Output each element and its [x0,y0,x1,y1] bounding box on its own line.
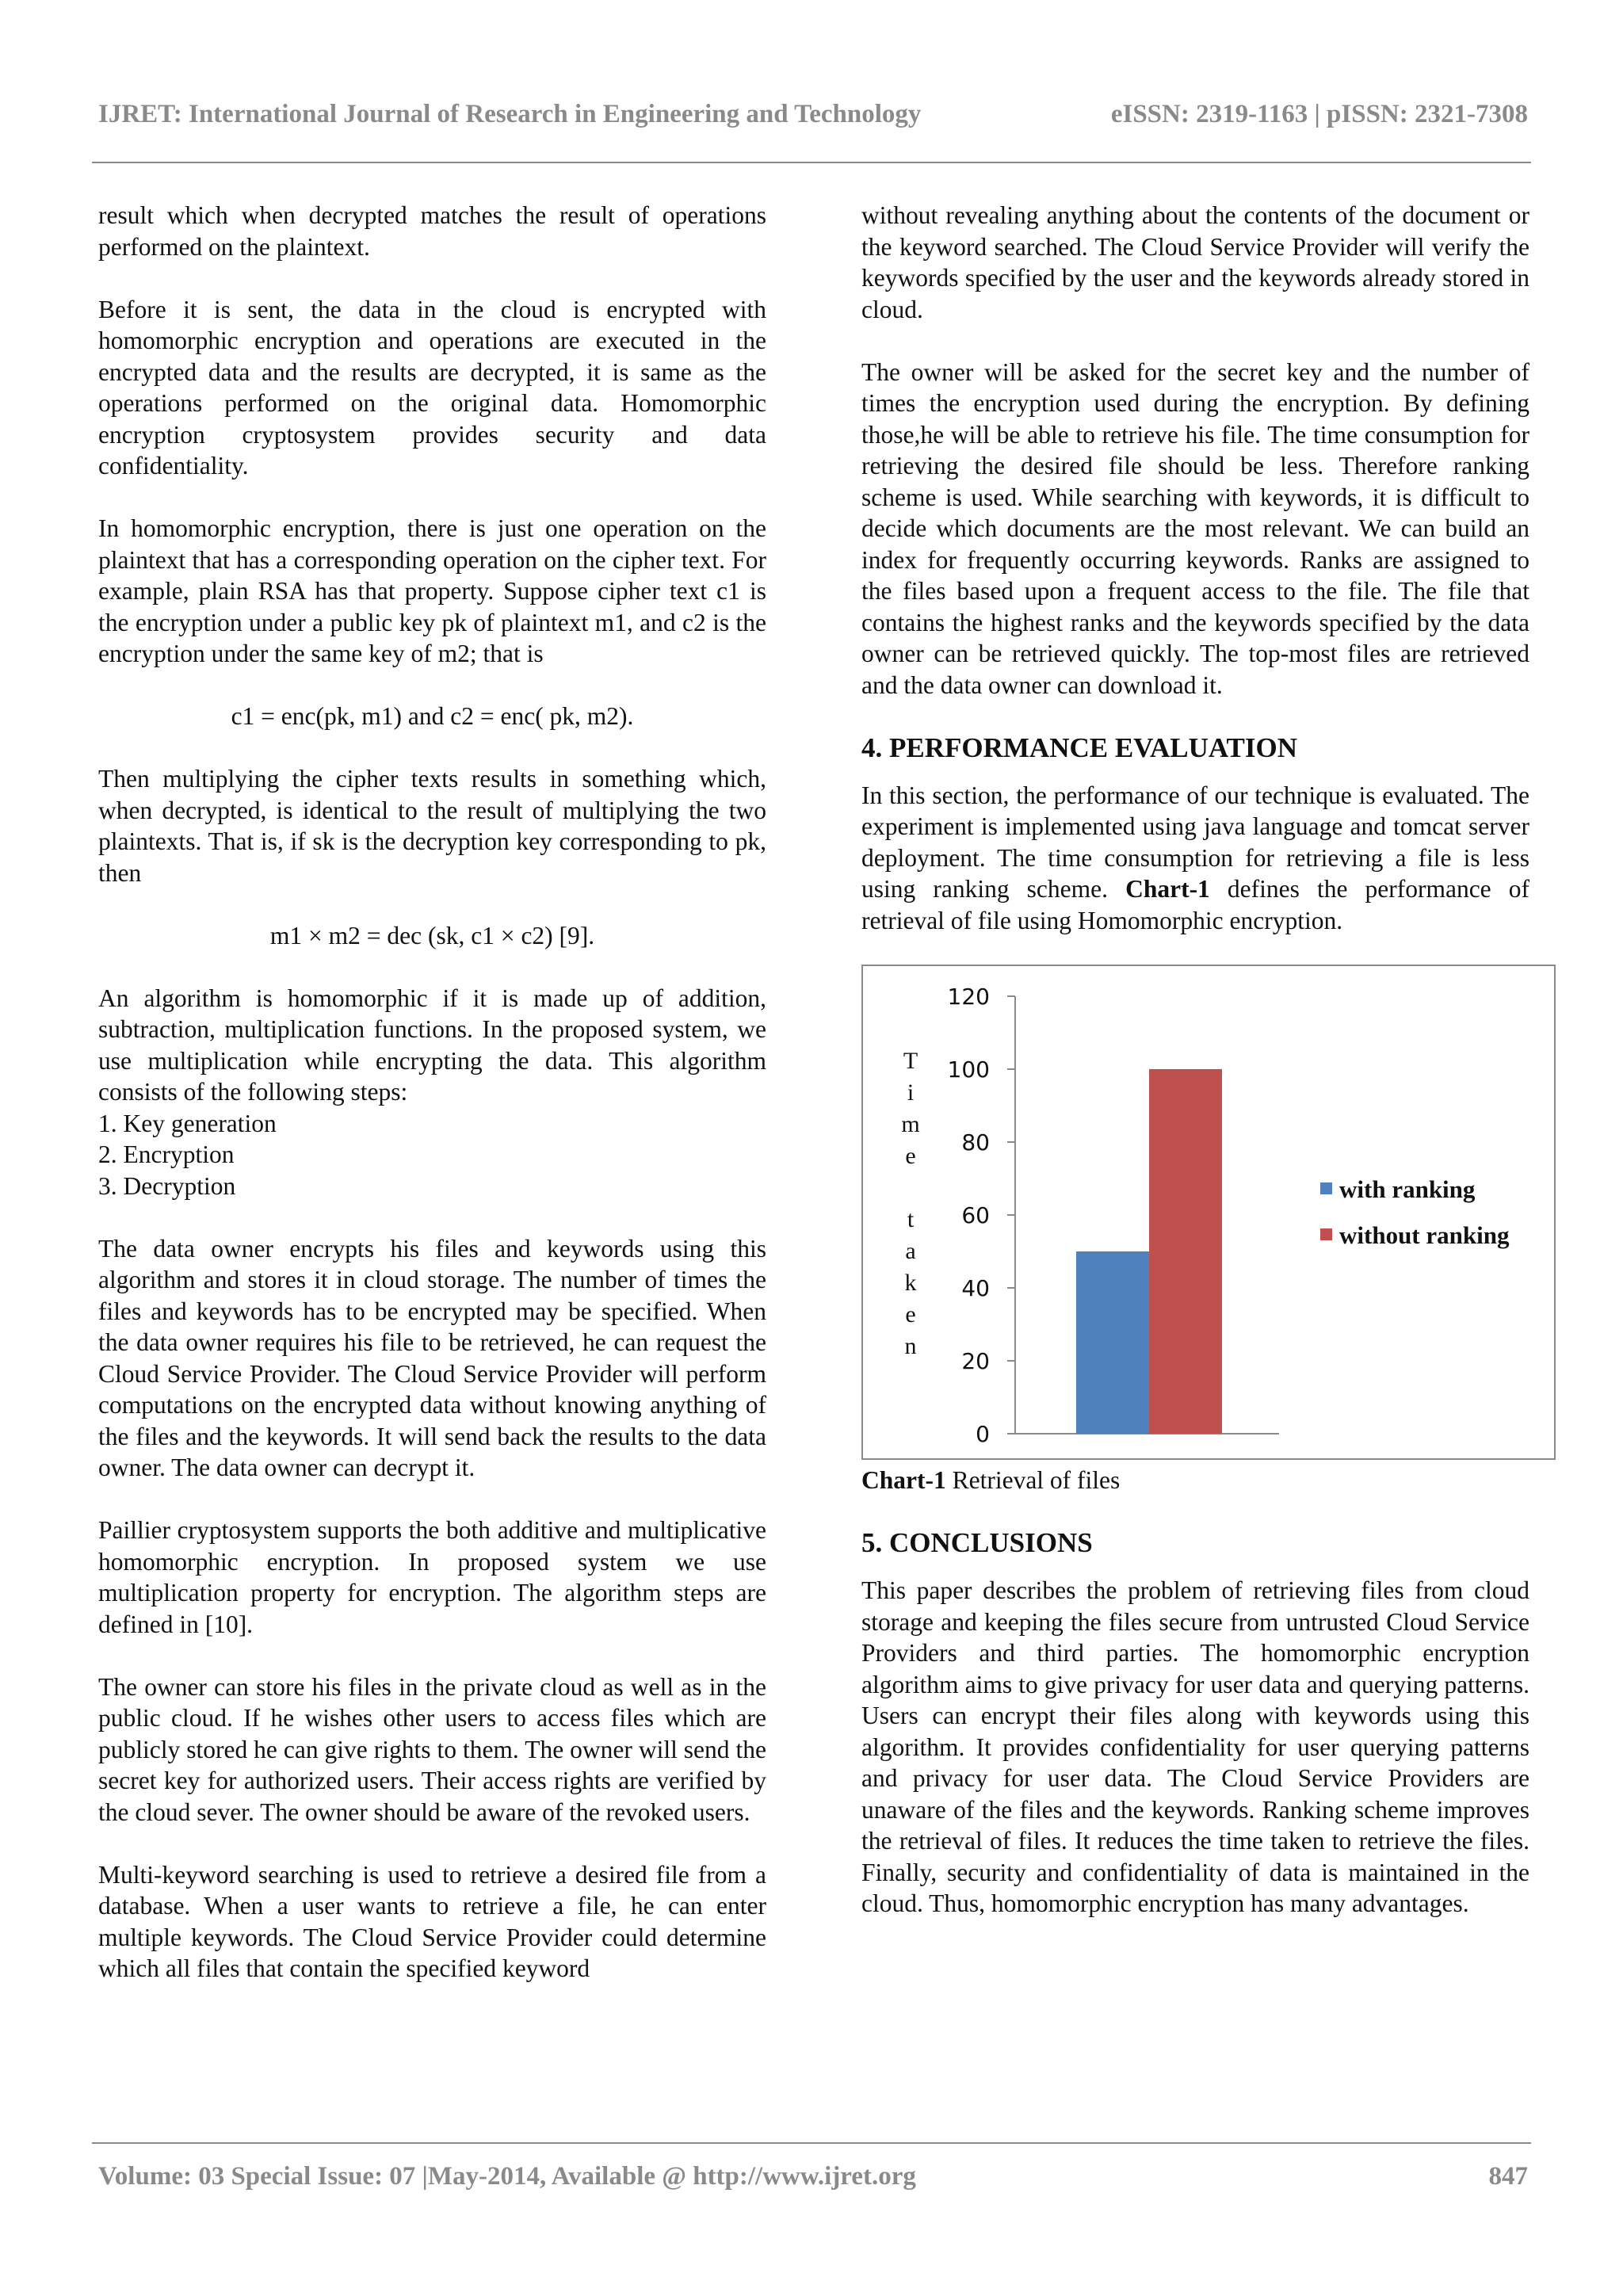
page-footer [98,2162,1528,2202]
text-run: defines the performance of retrieval of file using Homomorphic encryption. [861,875,1529,934]
paragraph: Multi-keyword searching is used to retrieve a desired file from a database. When a user wants to retrieve a file, he can enter multiple keywords. The Cloud Service Provider could determine which all files that contain the specified keyword [98,1860,766,1982]
y-axis-label-letter [901,1172,920,1204]
legend-label: with ranking [1339,1175,1476,1203]
bar-with-ranking [1076,1251,1149,1434]
bar-chart [861,965,1556,1460]
y-tick-label: 0 [976,1421,990,1447]
y-tick-label: 120 [947,984,990,1010]
y-axis-label-letter: n [904,1333,917,1359]
issn: eISSN: 2319-1163 | pISSN: 2321-7308 [1110,100,1528,128]
legend-entry [1320,1174,1509,1220]
paragraph: Before it is sent, the data in the cloud is encrypted with homomorphic encryption and operations are executed in the encrypted data and the results are decrypted, it is same as the operations performed on the original data. Homomorphic encryption cryptosystem provides security and data confidentiality. [98,295,766,479]
volume-info: Volume: 03 Special Issue: 07 |May-2014, Available @ http://www.ijret.org [98,2162,916,2191]
journal-title: IJRET: International Journal of Research in Engineering and Technology [98,100,922,128]
footer-divider [92,2142,1531,2144]
caption-text: Retrieval of files [945,1466,1121,1494]
y-tick-label: 60 [961,1202,990,1228]
paragraph: The data owner encrypts his files and keywords using this algorithm and stores it in cloud storage. The number of times the files and keywords has to be encrypted may be specified. When the data owner requires his file to be retrieved, he can request the Cloud Service Provider. The Cloud Service Provider will perform computations on the encrypted data without knowing anything of the files and the keywords. It will send back the results to the data owner. The data owner can decrypt it. [98,1234,766,1481]
paragraph: In homomorphic encryption, there is just one operation on the plaintext that has a corresponding operation on the cipher text. For example, plain RSA has that property. Suppose cipher text c1 is the encryption under a public key pk of plaintext m1, and c2 is the encryption under the same key of m2; that is [98,514,766,667]
y-axis-label-letter: k [904,1270,917,1296]
legend-swatch [1320,1228,1332,1240]
chart-reference: Chart-1 [1125,875,1210,903]
list-item: 3. Decryption [98,1171,236,1200]
chart-caption [861,1465,1529,1496]
y-axis-label-letter: i [907,1079,915,1106]
y-tick-label: 100 [947,1056,990,1083]
y-axis-label-letter: a [905,1238,916,1264]
legend-swatch [1320,1182,1332,1194]
legend-label: without ranking [1339,1221,1510,1249]
paragraph: Then multiplying the cipher texts results in something which, when decrypted, is identical to the result of multiplying the two plaintexts. That is, if sk is the decryption key corresponding to pk, then [98,765,766,887]
right-column [861,200,1529,1950]
page-header [98,94,1528,133]
y-axis-label-letter: m [901,1111,920,1137]
y-axis-label-letter: t [907,1206,915,1232]
paragraph: An algorithm is homomorphic if it is made up of addition, subtraction, multiplication functions. In the proposed system, we use multiplication while encrypting the data. This algorithm consists of the following steps: [98,984,766,1106]
y-axis-label-letter: e [905,1301,916,1328]
bar-without-ranking [1149,1069,1222,1434]
paragraph: The owner can store his files in the private cloud as well as in the public cloud. If he wishes other users to access files which are publicly stored he can give rights to them. The owner will send the secret key for authorized users. Their access rights are verified by the cloud sever. The owner should be aware of the revoked users. [98,1672,766,1826]
text-run: In this section, the performance of our technique is evaluated. The experiment is implemented using java language and tomcat server deployment. The time consumption for retrieving a file is less using ranking scheme. [861,781,1529,903]
paragraph: result which when decrypted matches the result of operations performed on the plaintext. [98,201,766,261]
equation-1: c1 = enc(pk, m1) and c2 = enc( pk, m2). [231,702,634,730]
paragraph: without revealing anything about the contents of the document or the keyword searched. The Cloud Service Provider will verify the keywords specified by the user and the keywords already stored in cloud. [861,201,1529,323]
equation-2: m1 × m2 = dec (sk, c1 × c2) [9]. [269,921,595,949]
y-axis-label-letter: T [903,1048,918,1074]
caption-label: Chart-1 [861,1466,946,1494]
page-number: 847 [1488,2162,1528,2191]
paragraph: The owner will be asked for the secret key and the number of times the encryption used during the encryption. By defining those,he will be able to retrieve his file. The time consumption for retrieving the desired file should be less. Therefore ranking scheme is used. While searching with keywords, it is difficult to decide which documents are the most relevant. We can build an index for frequently occurring keywords. Ranks are assigned to the files based upon a frequent access to the file. The file that contains the highest ranks and the keywords specified by the data owner can be retrieved quickly. The top-most files are retrieved and the data owner can download it. [861,357,1529,699]
legend-entry [1320,1220,1509,1266]
y-tick-label: 40 [961,1275,990,1301]
paragraph: This paper describes the problem of retrieving files from cloud storage and keeping the files secure from untrusted Cloud Service Providers and third parties. The homomorphic encryption algorithm aims to give privacy for user data and querying patterns. Users can encrypt their files along with keywords using this algorithm. It provides confidentiality for user querying patterns and privacy for user data. The Cloud Service Providers are unaware of the files and the keywords. Ranking scheme improves the retrieval of files. It reduces the time taken to retrieve the files. Finally, security and confidentiality of data is maintained in the cloud. Thus, homomorphic encryption has many advantages. [861,1576,1529,1917]
section-heading-conclusions: 5. CONCLUSIONS [861,1527,1093,1558]
y-axis-label-letter: e [905,1143,916,1169]
y-tick-label: 80 [961,1129,990,1156]
paragraph [861,780,1529,937]
algorithm-steps [98,1108,766,1202]
list-item: 2. Encryption [98,1140,235,1168]
section-heading-performance: 4. PERFORMANCE EVALUATION [861,732,1297,763]
header-divider [92,162,1531,163]
y-tick-label: 20 [961,1348,990,1374]
left-column [98,200,766,2015]
chart-legend [1320,1174,1509,1266]
list-item: 1. Key generation [98,1109,277,1137]
paragraph: Paillier cryptosystem supports the both additive and multiplicative homomorphic encryption. In proposed system we use multiplication property for encryption. The algorithm steps are defined in [10]. [98,1516,766,1638]
y-axis-label [901,1045,920,1362]
